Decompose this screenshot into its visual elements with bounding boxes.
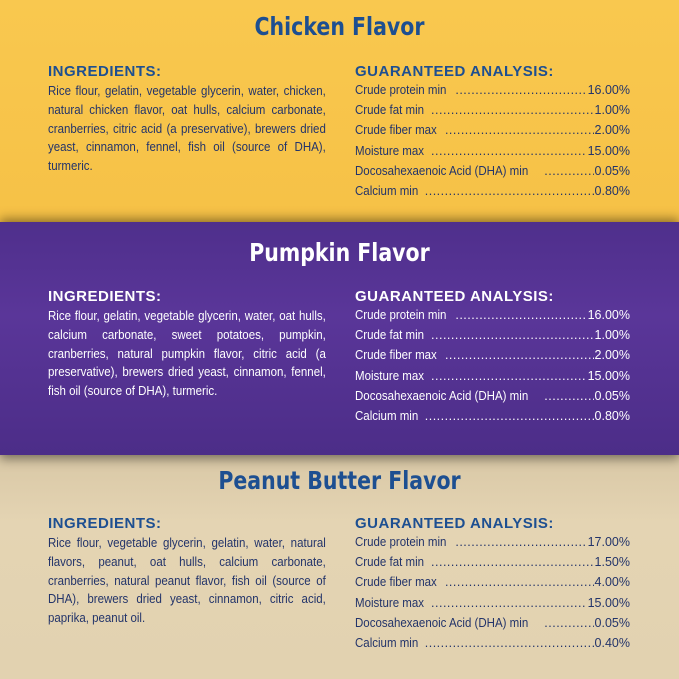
analysis-row [355, 141, 630, 161]
analysis-label: Moisture max [355, 143, 425, 158]
analysis-label: Crude protein min [355, 308, 447, 322]
analysis-value: 15.00% [587, 368, 630, 383]
analysis-value: 0.05% [594, 615, 630, 630]
analysis-row [355, 532, 630, 552]
analysis-row [355, 80, 630, 100]
analysis-row [355, 386, 630, 406]
analysis-row [355, 366, 630, 386]
analysis-row [355, 633, 630, 653]
analysis-value: 15.00% [587, 595, 630, 610]
analysis-row [355, 120, 630, 140]
analysis-row [355, 100, 630, 120]
analysis-label: Crude fiber max [355, 123, 437, 138]
analysis-label: Crude fiber max [355, 348, 437, 363]
ingredients-text: Rice flour, gelatin, vegetable glycerin, water, oat hulls, calcium carbonate, sweet potatoes, pumpkin, cranberries, natural pumpkin flavor, citric acid (a preservative), brewers dried yeast, cinnamon, fennel, fish oil (source of DHA), turmeric. [48, 309, 326, 399]
analysis-value: 0.80% [594, 183, 630, 198]
analysis-row [355, 345, 630, 365]
analysis-label: Crude fiber max [355, 575, 437, 590]
analysis-row [355, 613, 630, 633]
analysis-value: 2.00% [594, 123, 630, 138]
analysis-label: Crude protein min [355, 535, 447, 549]
analysis-value: 1.50% [594, 555, 630, 570]
analysis-label: Calcium min [355, 408, 419, 423]
ingredients-heading: INGREDIENTS: [48, 288, 162, 305]
analysis-value: 1.00% [594, 328, 630, 343]
analysis-label: Docosahexaenoic Acid (DHA) min [355, 615, 529, 630]
ingredients-text: Rice flour, gelatin, vegetable glycerin, water, chicken, natural chicken flavor, oat hulls, calcium carbonate, cranberries, citric acid (a preservative), brewers dried yeast, cinnamon, fennel, fish oil (source of DHA), turmeric. [48, 84, 326, 174]
analysis-row [355, 593, 630, 613]
panel-title: Pumpkin Flavor [249, 238, 430, 267]
analysis-value: 0.05% [594, 163, 630, 178]
chicken-flavor-panel [0, 0, 679, 228]
analysis-value: 0.05% [594, 388, 630, 403]
analysis-heading: GUARANTEED ANALYSIS: [355, 63, 554, 80]
analysis-label: Crude fat min [355, 328, 425, 343]
analysis-value: 16.00% [587, 83, 630, 97]
analysis-value: 0.40% [594, 635, 630, 650]
analysis-row [355, 305, 630, 325]
ingredients-heading: INGREDIENTS: [48, 515, 162, 532]
panel-title: Peanut Butter Flavor [218, 466, 461, 495]
analysis-value: 17.00% [587, 535, 630, 549]
analysis-row [355, 406, 630, 426]
analysis-label: Moisture max [355, 595, 425, 610]
analysis-list [355, 80, 630, 201]
analysis-row [355, 572, 630, 592]
analysis-row [355, 552, 630, 572]
ingredients-heading: INGREDIENTS: [48, 63, 162, 80]
ingredients-text: Rice flour, vegetable glycerin, gelatin, water, natural flavors, peanut, oat hulls, calcium carbonate, cranberries, natural peanut flavor, fish oil (source of DHA), brewers dried yeast, cinnamon, citric acid, paprika, peanut oil. [48, 536, 326, 626]
analysis-label: Docosahexaenoic Acid (DHA) min [355, 388, 529, 403]
analysis-value: 4.00% [594, 575, 630, 590]
panel-title: Chicken Flavor [254, 12, 425, 41]
analysis-heading: GUARANTEED ANALYSIS: [355, 288, 554, 305]
analysis-value: 16.00% [587, 308, 630, 322]
analysis-value: 2.00% [594, 348, 630, 363]
analysis-list [355, 532, 630, 653]
analysis-label: Docosahexaenoic Acid (DHA) min [355, 163, 529, 178]
analysis-value: 0.80% [594, 408, 630, 423]
analysis-value: 15.00% [587, 143, 630, 158]
analysis-list [355, 305, 630, 426]
analysis-label: Crude fat min [355, 555, 425, 570]
analysis-label: Moisture max [355, 368, 425, 383]
pumpkin-flavor-panel [0, 222, 679, 455]
analysis-label: Crude fat min [355, 103, 425, 118]
analysis-row [355, 181, 630, 201]
analysis-heading: GUARANTEED ANALYSIS: [355, 515, 554, 532]
analysis-label: Calcium min [355, 183, 419, 198]
analysis-row [355, 161, 630, 181]
analysis-row [355, 325, 630, 345]
analysis-value: 1.00% [594, 103, 630, 118]
analysis-label: Crude protein min [355, 83, 447, 97]
peanut-butter-flavor-panel [0, 455, 679, 679]
analysis-label: Calcium min [355, 635, 419, 650]
